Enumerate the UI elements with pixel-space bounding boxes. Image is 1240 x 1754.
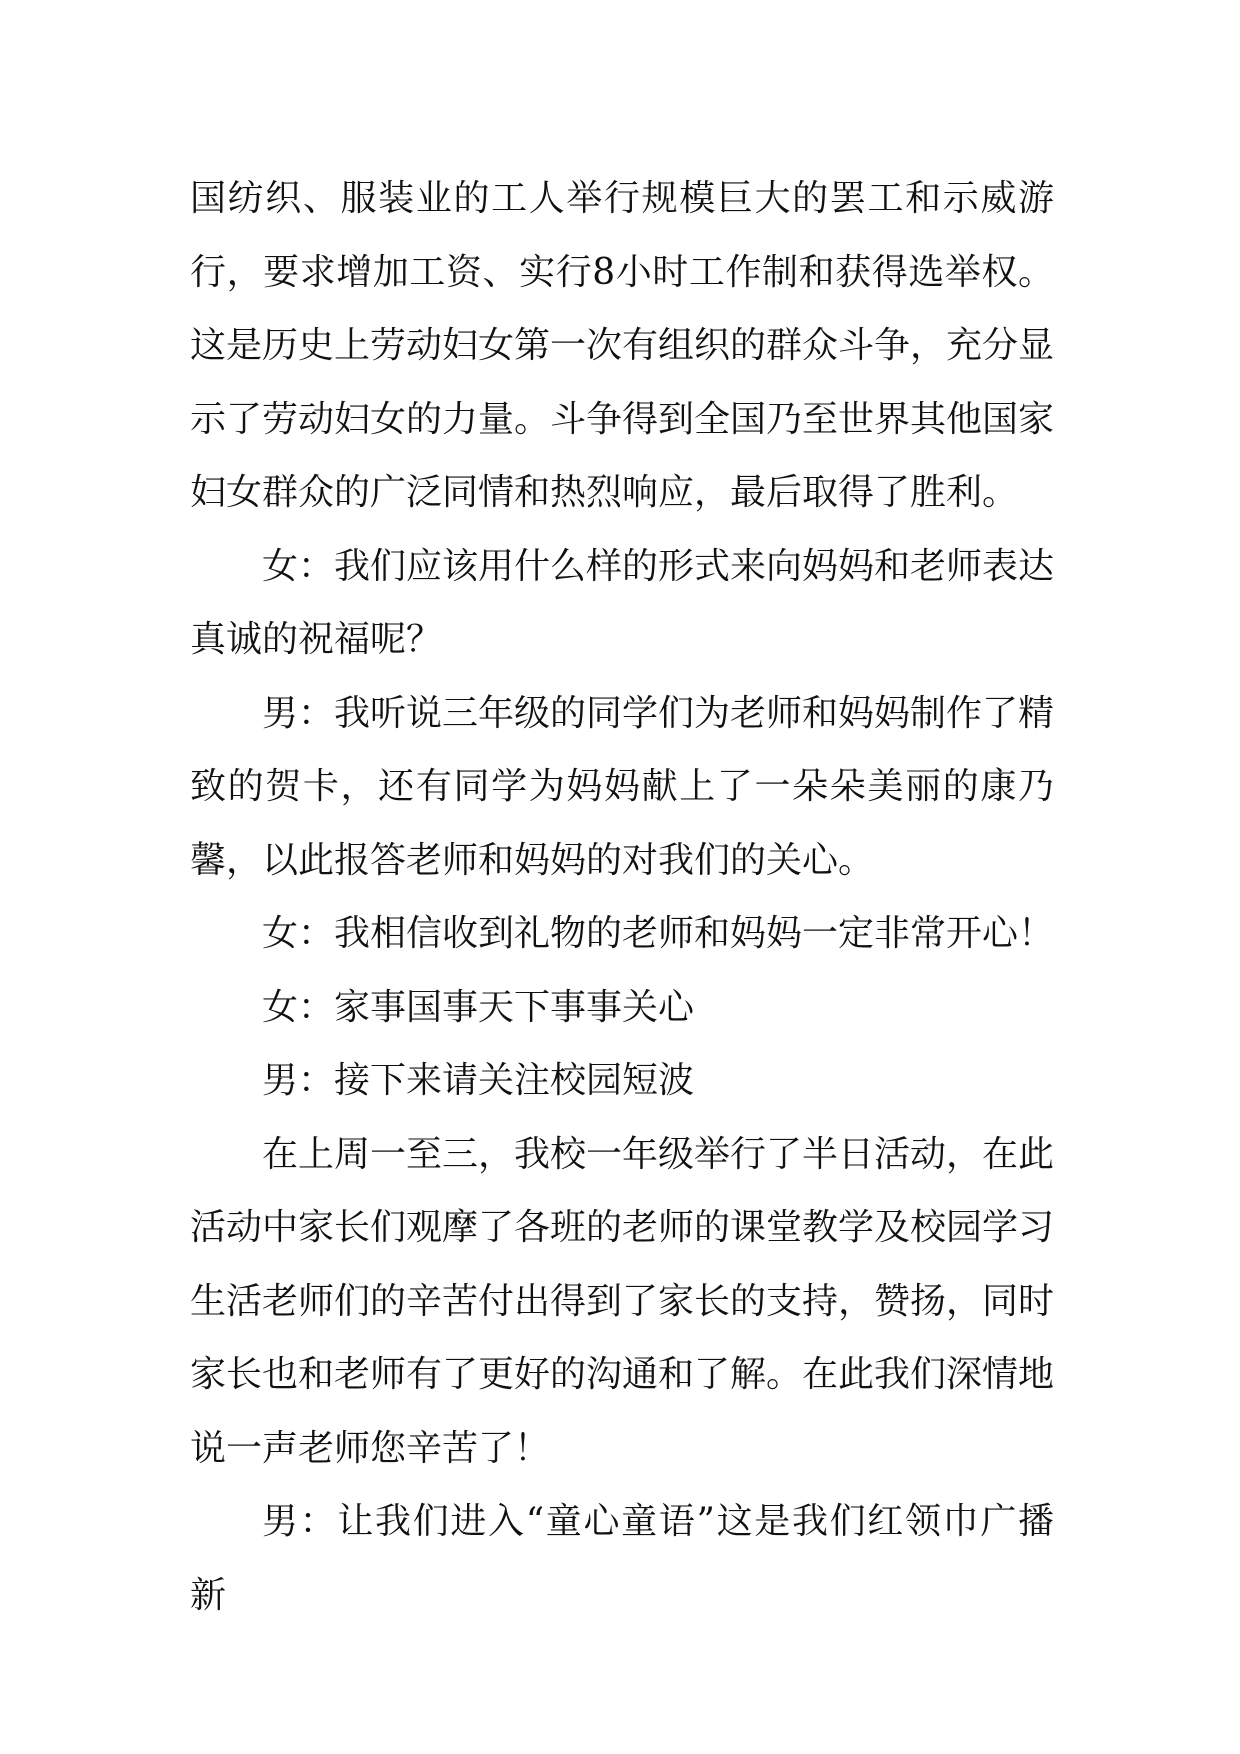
document-body bbox=[190, 162, 1054, 1632]
paragraph-half-day-activity: 在上周一至三，我校一年级举行了半日活动，在此活动中家长们观摩了各班的老师的课堂教学及校园学习生活老师们的辛苦付出得到了家长的支持，赞扬，同时家长也和老师有了更好的沟通和了解。在此我们深情地说一声老师您辛苦了！ bbox=[190, 1133, 1055, 1469]
paragraph-male-childlike-words: 男：让我们进入“童心童语”这是我们红领巾广播新 bbox=[190, 1501, 1054, 1616]
paragraph-female-question: 女：我们应该用什么样的形式来向妈妈和老师表达真诚的祝福呢？ bbox=[190, 545, 1055, 660]
paragraph-female-affairs: 女：家事国事天下事事关心 bbox=[262, 986, 695, 1028]
paragraph-male-campus-news: 男：接下来请关注校园短波 bbox=[262, 1060, 695, 1101]
paragraph-women-strike: 国纺织、服装业的工人举行规模巨大的罢工和示威游行，要求增加工资、实行8小时工作制和获得选举权。这是历史上劳动妇女第一次有组织的群众斗争，充分显示了劳动妇女的力量。斗争得到全国乃至世界其他国家妇女群众的广泛同情和热烈响应，最后取得了胜利。 bbox=[190, 178, 1055, 513]
paragraph-female-gifts: 女：我相信收到礼物的老师和妈妈一定非常开心！ bbox=[262, 913, 1055, 954]
paragraph-male-greeting-cards: 男：我听说三年级的同学们为老师和妈妈制作了精致的贺卡，还有同学为妈妈献上了一朵朵美丽的康乃馨，以此报答老师和妈妈的对我们的关心。 bbox=[190, 692, 1055, 881]
